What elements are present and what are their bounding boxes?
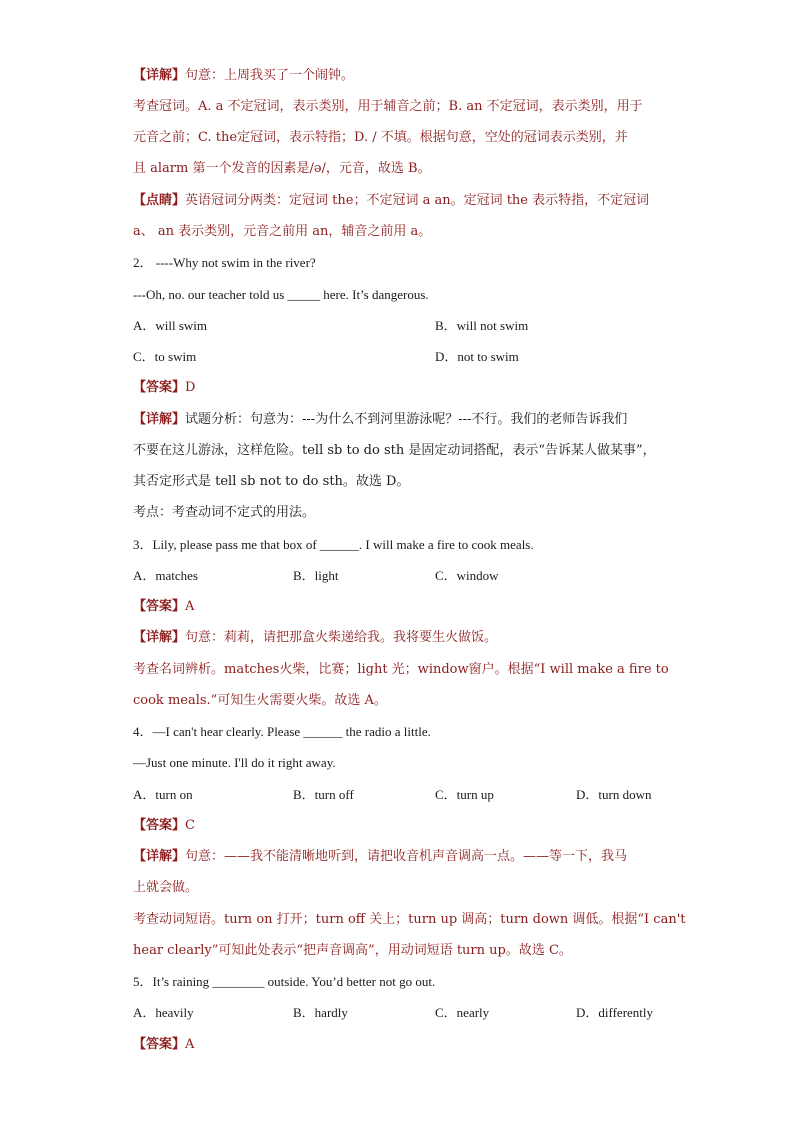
answer-value: A bbox=[185, 1037, 195, 1052]
detail-text: 句意：莉莉，请把那盒火柴递给我。我将要生火做饭。 bbox=[185, 630, 498, 645]
answer-value: A bbox=[185, 599, 195, 614]
detail-text: 句意：上周我买了一个闹钟。 bbox=[185, 68, 355, 83]
q1-analysis-line-3: 且 alarm 第一个发音的因素是/ə/，元音，故选 B。 bbox=[133, 161, 431, 176]
q2-option-a: A．will swim bbox=[133, 318, 208, 333]
q4-analysis-line-1: 考查动词短语。turn on 打开；turn off 关上；turn up 调高；turn down 调低。根据“I can't bbox=[133, 912, 686, 927]
q2-stem-line-1: 2． ----Why not swim in the river? bbox=[133, 255, 316, 270]
answer-tag: 【答案】 bbox=[133, 818, 186, 833]
detail-tag: 【详解】 bbox=[133, 68, 186, 83]
q1-tip-line-2: a、 an 表示类别，元音之前用 an，辅音之前用 a。 bbox=[133, 224, 432, 239]
q2-option-c: C．to swim bbox=[133, 349, 197, 364]
detail-text: 句意：——我不能清晰地听到，请把收音机声音调高一点。——等一下，我马 bbox=[185, 849, 628, 864]
q3-option-a: A．matches bbox=[133, 568, 198, 583]
q1-analysis-line-2: 元音之前；C. the定冠词，表示特指；D. / 不填。根据句意，空处的冠词表示类别，并 bbox=[133, 130, 628, 145]
q3-analysis-line-2: cook meals.”可知生火需要火柴。故选 A。 bbox=[133, 693, 387, 708]
q1-tip bbox=[133, 191, 649, 211]
q5-option-c: C．nearly bbox=[435, 1005, 490, 1020]
q3-analysis-line-1: 考查名词辨析。matches火柴，比赛；light 光；window窗户。根据“I will make a fire to bbox=[133, 662, 669, 677]
q1-analysis-line-1: 考查冠词。A. a 不定冠词，表示类别，用于辅音之前；B. an 不定冠词，表示类别，用于 bbox=[133, 99, 643, 114]
q4-stem-line-2: —Just one minute. I'll do it right away. bbox=[133, 755, 336, 770]
q4-option-c: C．turn up bbox=[435, 787, 494, 802]
q3-option-c: C．window bbox=[435, 568, 499, 583]
q4-option-d: D．turn down bbox=[576, 787, 652, 802]
q4-option-b: B．turn off bbox=[293, 787, 354, 802]
q5-option-d: D．differently bbox=[576, 1005, 654, 1020]
detail-text: 试题分析：句意为：---为什么不到河里游泳呢？---不行。我们的老师告诉我们 bbox=[185, 412, 628, 427]
q3-detail bbox=[133, 628, 497, 648]
detail-tag: 【详解】 bbox=[133, 630, 186, 645]
q4-detail bbox=[133, 847, 627, 867]
q4-detail-line-2: 上就会做。 bbox=[133, 880, 199, 895]
tip-text: 英语冠词分两类：定冠词 the；不定冠词 a an。定冠词 the 表示特指，不定冠词 bbox=[185, 193, 650, 208]
q4-stem-line-1: 4．—I can't hear clearly. Please ______ the radio a little. bbox=[133, 724, 431, 739]
answer-tag: 【答案】 bbox=[133, 380, 186, 395]
tip-tag: 【点睛】 bbox=[133, 193, 186, 208]
q2-option-b: B．will not swim bbox=[435, 318, 529, 333]
q2-answer bbox=[133, 378, 195, 398]
q2-option-d: D．not to swim bbox=[435, 349, 519, 364]
q3-stem: 3．Lily, please pass me that box of ______. I will make a fire to cook meals. bbox=[133, 537, 534, 552]
q2-detail-line-3: 其否定形式是 tell sb not to do sth。故选 D。 bbox=[133, 474, 410, 489]
answer-value: C bbox=[185, 818, 195, 833]
q3-answer bbox=[133, 597, 194, 617]
q3-option-b: B．light bbox=[293, 568, 339, 583]
q2-point: 考点：考查动词不定式的用法。 bbox=[133, 505, 316, 520]
q2-detail bbox=[133, 410, 627, 430]
q2-stem-line-2: ---Oh, no. our teacher told us _____ here. It’s dangerous. bbox=[133, 287, 429, 302]
detail-tag: 【详解】 bbox=[133, 412, 186, 427]
q5-answer bbox=[133, 1035, 194, 1055]
q2-detail-line-2: 不要在这儿游泳，这样危险。tell sb to do sth 是固定动词搭配，表示“告诉某人做某事”， bbox=[133, 443, 656, 458]
q4-answer bbox=[133, 816, 195, 836]
answer-value: D bbox=[185, 380, 196, 395]
q1-detail bbox=[133, 66, 354, 86]
answer-tag: 【答案】 bbox=[133, 1037, 186, 1052]
q5-option-b: B．hardly bbox=[293, 1005, 348, 1020]
answer-tag: 【答案】 bbox=[133, 599, 186, 614]
q5-option-a: A．heavily bbox=[133, 1005, 194, 1020]
detail-tag: 【详解】 bbox=[133, 849, 186, 864]
q4-option-a: A．turn on bbox=[133, 787, 193, 802]
q5-stem: 5．It’s raining ________ outside. You’d better not go out. bbox=[133, 974, 436, 989]
q4-analysis-line-2: hear clearly”可知此处表示“把声音调高”，用动词短语 turn up。故选 C。 bbox=[133, 943, 572, 958]
